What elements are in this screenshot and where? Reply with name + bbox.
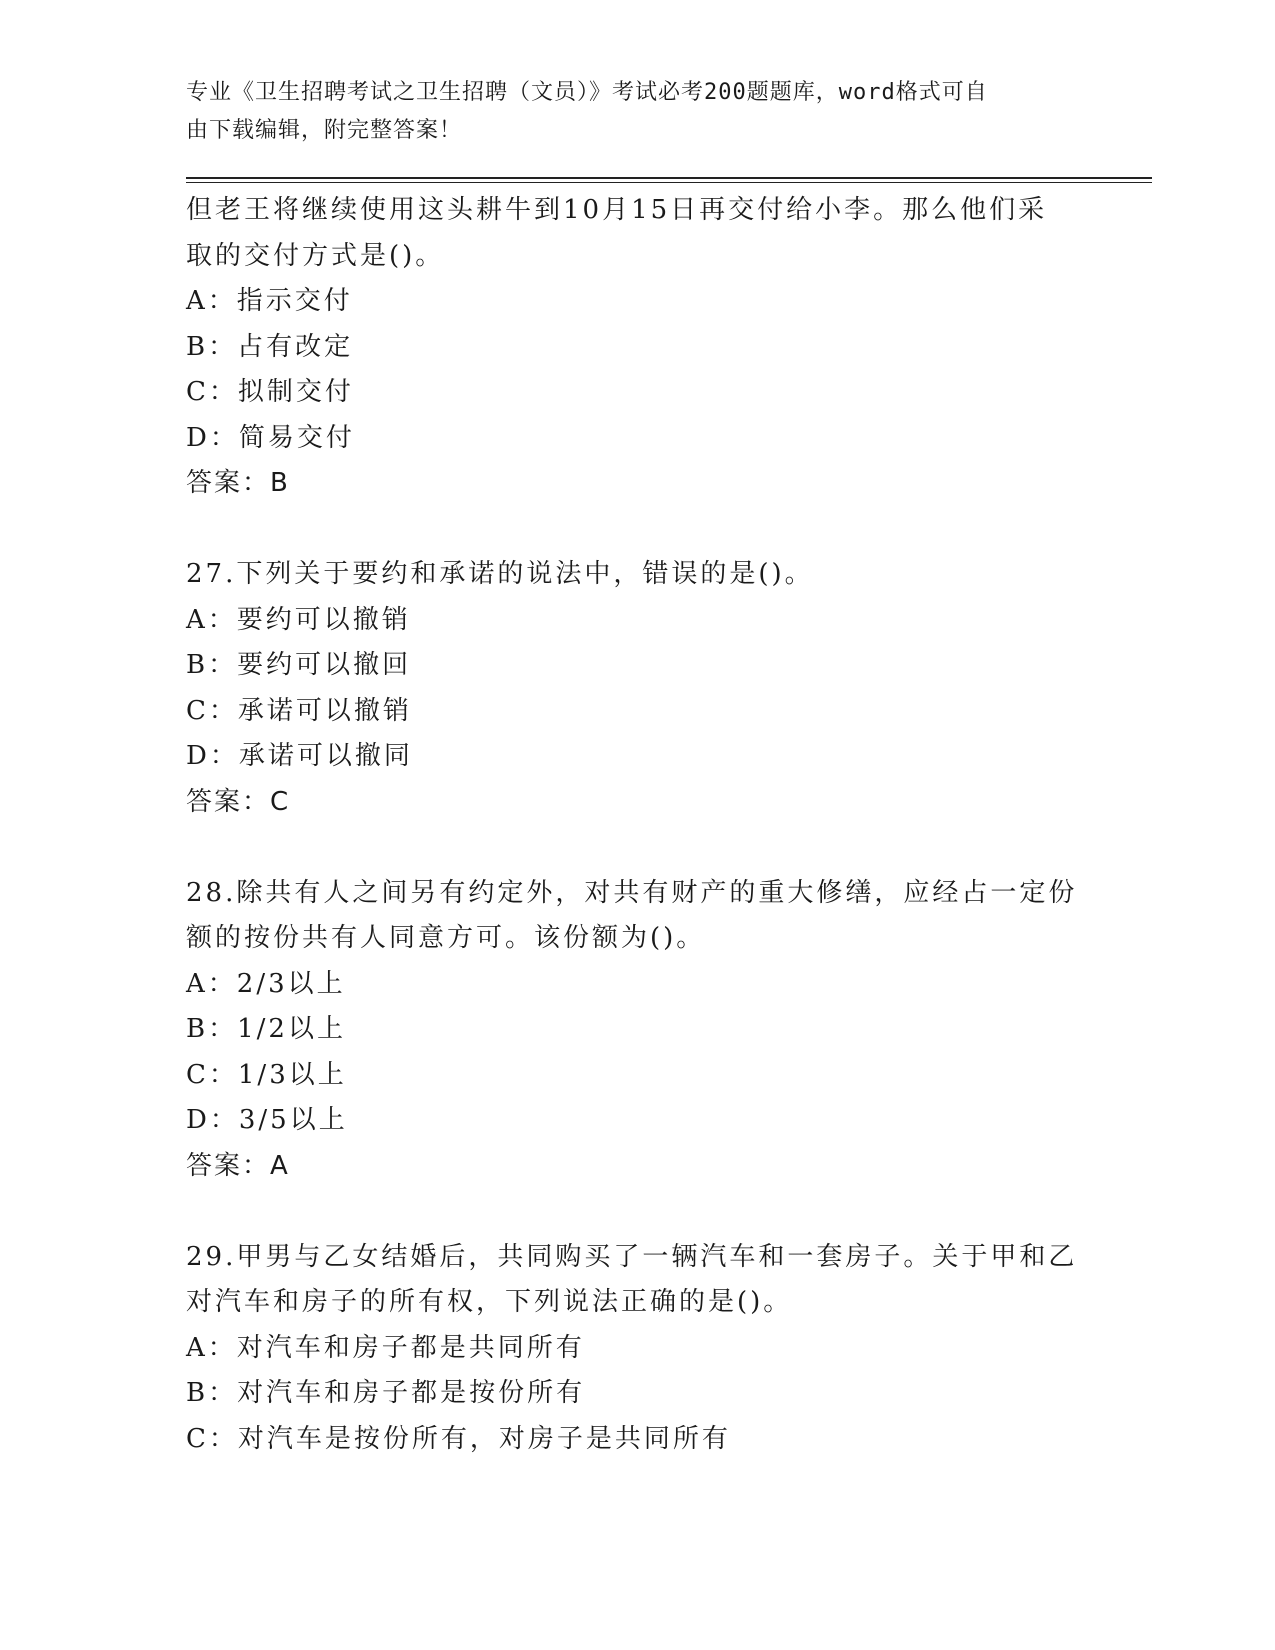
option-d: D：3/5以上 [186,1105,348,1135]
question-stem-line: 对汽车和房子的所有权，下列说法正确的是()。 [186,1287,793,1317]
header-line-1: 专业《卫生招聘考试之卫生招聘（文员）》考试必考200题题库，word格式可自 [186,80,988,105]
option-a: A：2/3以上 [186,968,346,999]
option-a: A：指示交付 [186,286,353,316]
option-c: C：承诺可以撤销 [186,695,412,726]
spacer [186,825,1086,871]
question-stem-line: 29.甲男与乙女结婚后，共同购买了一辆汽车和一套房子。关于甲和乙 [186,1241,1078,1272]
option-a: A：要约可以撤销 [186,604,411,635]
question-stem-line: 27.下列关于要约和承诺的说法中，错误的是()。 [186,559,814,589]
answer-line: 答案：A [186,1150,290,1181]
question-stem-line: 28.除共有人之间另有约定外，对共有财产的重大修缮，应经占一定份 [186,877,1078,908]
option-b: B：对汽车和房子都是按份所有 [186,1378,586,1408]
header-line-2: 由下载编辑，附完整答案！ [186,118,463,143]
spacer [186,507,1086,553]
option-d: D：简易交付 [186,422,355,453]
answer-line: 答案：B [186,468,290,498]
option-b: B：要约可以撤回 [186,650,412,680]
document-header [186,74,1086,150]
option-b: B：1/2以上 [186,1014,346,1044]
question-stem-line: 额的按份共有人同意方可。该份额为()。 [186,923,706,953]
option-c: C：对汽车是按份所有，对房子是共同所有 [186,1423,731,1454]
question-27 [186,552,1086,825]
option-c: C：拟制交付 [186,377,354,407]
header-divider-thick [186,177,1152,179]
question-list [186,188,1086,1462]
answer-line: 答案：C [186,786,291,817]
question-28 [186,871,1086,1190]
question-26 [186,188,1086,507]
question-stem-line: 但老王将继续使用这头耕牛到10月15日再交付给小李。那么他们采 [186,195,1048,225]
question-stem-line: 取的交付方式是()。 [186,240,445,271]
option-b: B：占有改定 [186,331,354,362]
question-29 [186,1235,1086,1463]
option-c: C：1/3以上 [186,1059,347,1090]
header-divider-thin [186,182,1152,183]
spacer [186,1189,1086,1235]
option-a: A：对汽车和房子都是共同所有 [186,1332,585,1363]
option-d: D：承诺可以撤同 [186,741,413,771]
